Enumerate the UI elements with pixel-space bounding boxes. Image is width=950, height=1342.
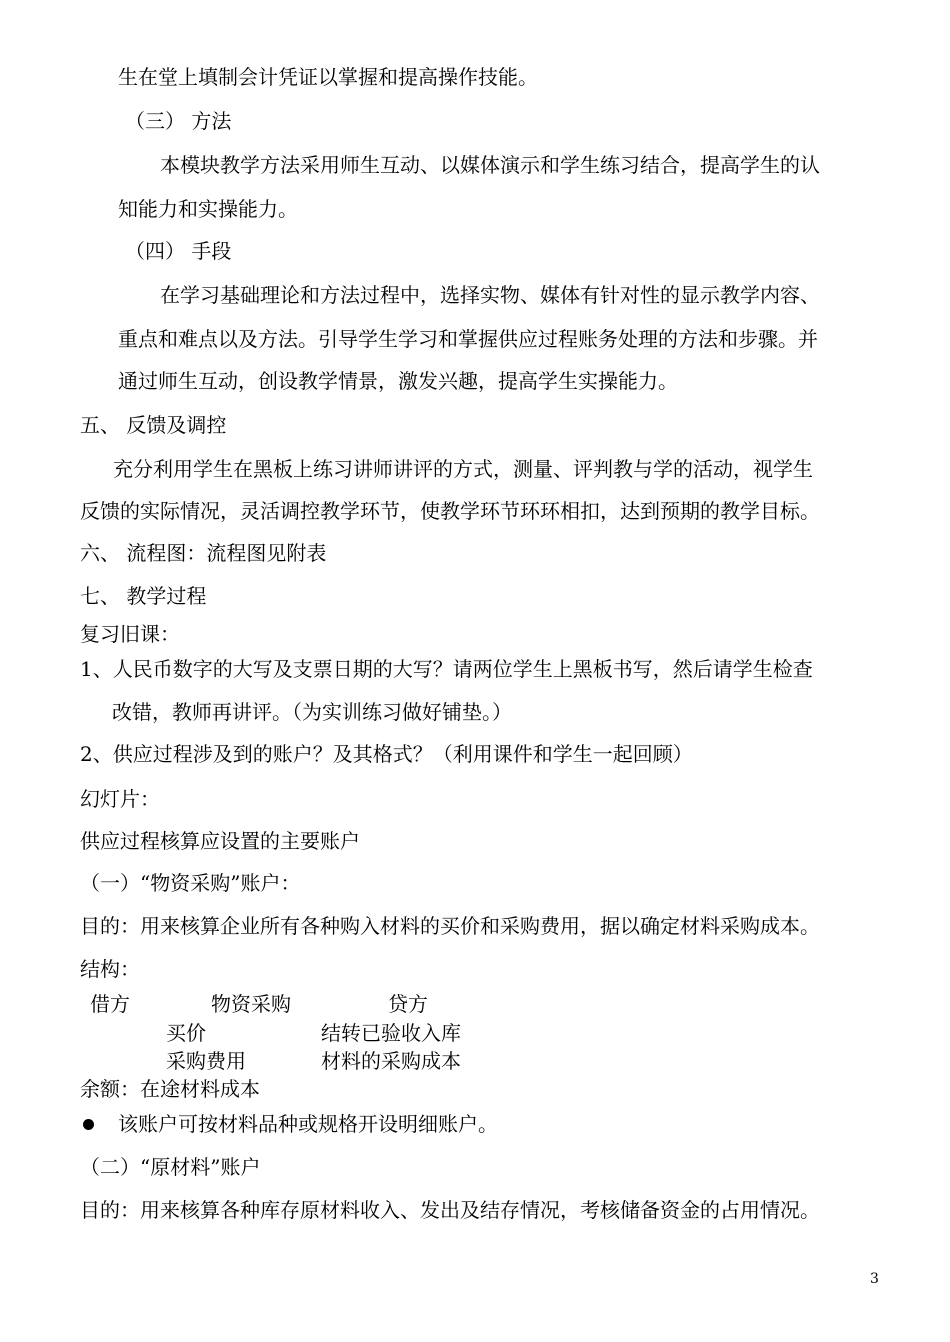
body-text: 反馈的实际情况，灵活调控教学环节，使教学环节环环相扣，达到预期的教学目标。: [80, 499, 820, 523]
body-text: 充分利用学生在黑板上练习讲师讲评的方式，测量、评判教与学的活动，视学生: [113, 457, 813, 481]
t-account-debit-entry: 买价: [166, 1021, 206, 1045]
t-account-credit-entry: 结转已验收入库: [321, 1021, 461, 1045]
body-text: 知能力和实操能力。: [118, 197, 298, 221]
body-text: 幻灯片：: [80, 787, 160, 811]
body-text: 目的：用来核算企业所有各种购入材料的买价和采购费用，据以确定材料采购成本。: [80, 914, 820, 938]
subsection-heading: （二）“原材料”账户: [80, 1155, 261, 1179]
section-heading: 六、 流程图：流程图见附表: [80, 541, 327, 565]
list-item: 2、供应过程涉及到的账户？及其格式？（利用课件和学生一起回顾）: [80, 742, 693, 766]
body-text: 在学习基础理论和方法过程中，选择实物、媒体有针对性的显示教学内容、: [160, 283, 820, 307]
body-text: 生在堂上填制会计凭证以掌握和提高操作技能。: [118, 65, 538, 89]
body-text: 重点和难点以及方法。引导学生学习和掌握供应过程账务处理的方法和步骤。并: [118, 327, 818, 351]
subsection-heading: （三） 方法: [125, 109, 232, 133]
section-heading: 五、 反馈及调控: [80, 413, 227, 437]
body-text: 本模块教学方法采用师生互动、以媒体演示和学生练习结合，提高学生的认: [160, 153, 820, 177]
bullet-text: 该账户可按材料品种或规格开设明细账户。: [118, 1112, 498, 1136]
t-account-debit-entry: 采购费用: [166, 1049, 246, 1073]
body-text: 通过师生互动，创设教学情景，激发兴趣，提高学生实操能力。: [118, 369, 678, 393]
page-number: 3: [870, 1271, 879, 1287]
body-text: 复习旧课：: [80, 622, 180, 646]
section-heading: 七、 教学过程: [80, 584, 207, 608]
body-text: 改错，教师再讲评。（为实训练习做好铺垫。）: [112, 700, 512, 724]
body-text: 结构：: [80, 957, 140, 981]
subsection-heading: （一）“物资采购”账户：: [80, 871, 301, 895]
subsection-heading: （四） 手段: [125, 239, 232, 263]
bullet-icon: [83, 1119, 94, 1130]
t-account-title: 物资采购: [211, 992, 291, 1016]
body-text: 供应过程核算应设置的主要账户: [80, 829, 360, 853]
t-account-debit-label: 借方: [90, 992, 130, 1016]
t-account-credit-entry: 材料的采购成本: [321, 1049, 461, 1073]
t-account-credit-label: 贷方: [388, 992, 428, 1016]
list-item: 1、人民币数字的大写及支票日期的大写？请两位学生上黑板书写，然后请学生检查: [80, 657, 813, 681]
body-text: 目的：用来核算各种库存原材料收入、发出及结存情况，考核储备资金的占用情况。: [80, 1198, 820, 1222]
body-text: 余额：在途材料成本: [80, 1077, 260, 1101]
